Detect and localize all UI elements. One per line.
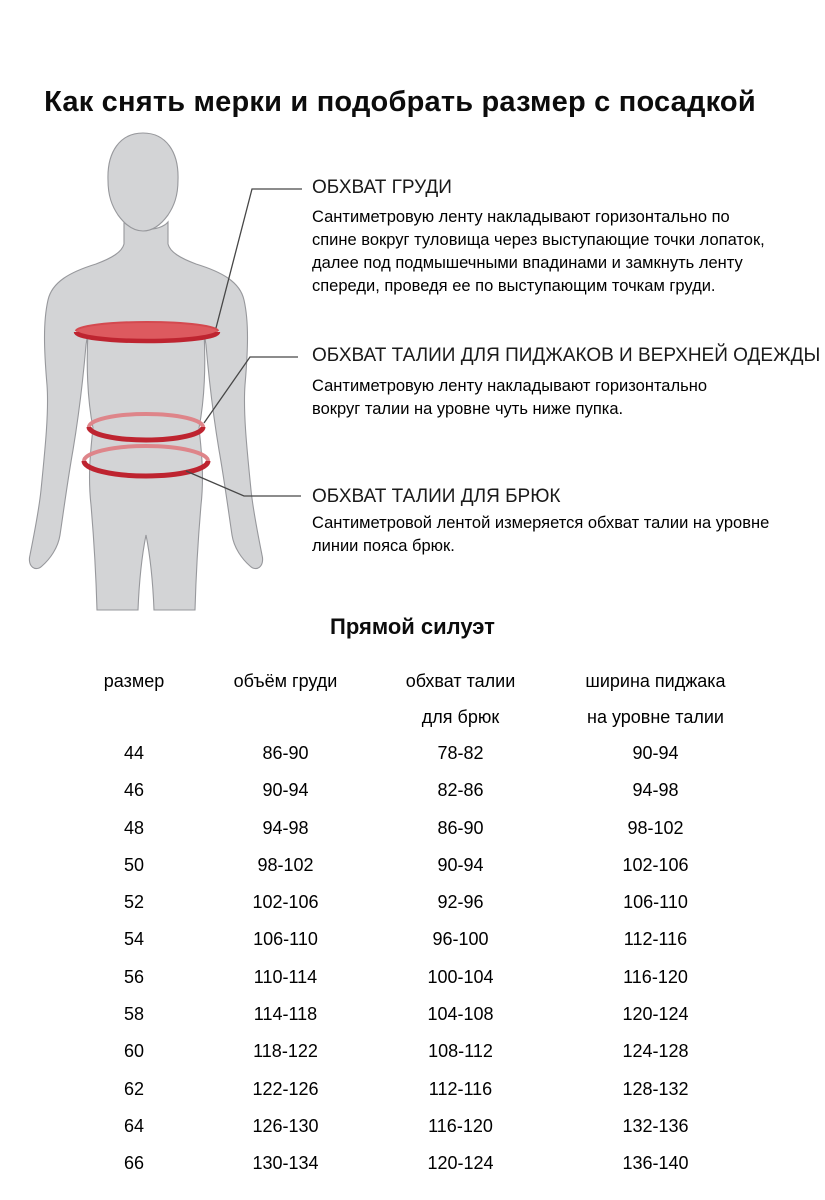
note-waist-jackets	[312, 345, 821, 421]
note-chest-text: Сантиметровую ленту накладывают горизонтально по спине вокруг туловища через выступающие точки лопаток, далее под подмышечными впадинами и замкнуть ленту спереди, проведя ее по выступающим точкам груди.	[312, 208, 765, 295]
table-cell: 66	[123, 1153, 145, 1174]
header-jacket-width-line2: на уровне талии	[587, 707, 724, 727]
table-body	[60, 735, 753, 1183]
measurement-diagram	[0, 130, 330, 612]
table-cell: 130-134	[252, 1153, 319, 1174]
header-size-line2	[60, 699, 208, 735]
header-size	[60, 663, 208, 735]
size-table	[60, 663, 753, 1183]
table-cell: 120-124	[427, 1153, 494, 1174]
table-cell: 48	[123, 817, 145, 838]
table-cell: 56	[123, 966, 145, 987]
table-row	[60, 847, 753, 884]
table-cell: 102-106	[252, 892, 319, 913]
table-cell: 136-140	[622, 1153, 689, 1174]
table-cell: 118-122	[253, 1041, 318, 1062]
table-cell: 94-98	[262, 817, 309, 838]
table-cell: 114-118	[253, 1004, 318, 1025]
male-silhouette-figure	[0, 130, 330, 612]
note-waist-jackets-label: ОБХВАТ ТАЛИИ ДЛЯ ПИДЖАКОВ И ВЕРХНЕЙ ОДЕЖДЫ	[312, 345, 821, 366]
table-cell: 126-130	[252, 1115, 319, 1136]
table-cell: 86-90	[437, 817, 484, 838]
table-cell: 50	[123, 854, 145, 875]
table-cell: 116-120	[623, 966, 688, 987]
table-cell: 100-104	[427, 966, 494, 987]
table-row	[60, 1145, 753, 1182]
table-cell: 128-132	[622, 1078, 689, 1099]
table-cell: 98-102	[627, 817, 684, 838]
header-chest-line2	[208, 699, 363, 735]
header-size-line1: размер	[103, 671, 165, 691]
table-cell: 44	[123, 743, 145, 763]
table-cell: 102-106	[622, 854, 689, 875]
chest-band	[76, 322, 218, 341]
table-cell: 90-94	[437, 854, 484, 875]
header-jacket-width	[558, 663, 753, 735]
table-row	[60, 959, 753, 996]
table-cell: 110-114	[253, 966, 318, 987]
table-row	[60, 921, 753, 958]
table-cell: 122-126	[252, 1078, 319, 1099]
page-title: Как снять мерки и подобрать размер с посадкой	[44, 86, 756, 118]
table-cell: 86-90	[262, 743, 309, 763]
table-cell: 106-110	[253, 929, 318, 950]
table-row	[60, 884, 753, 921]
table-cell: 90-94	[262, 780, 309, 801]
header-waist-trousers	[363, 663, 558, 735]
table-row	[60, 1033, 753, 1070]
table-header-row	[60, 663, 753, 735]
table-cell: 82-86	[437, 780, 484, 801]
table-row	[60, 1108, 753, 1145]
table-cell: 104-108	[427, 1004, 494, 1025]
note-waist-jackets-text: Сантиметровую ленту накладывают горизонтально вокруг талии на уровне чуть ниже пупка.	[312, 377, 708, 418]
note-chest-label: ОБХВАТ ГРУДИ	[312, 177, 452, 198]
table-cell: 112-116	[428, 1078, 493, 1099]
table-cell: 94-98	[632, 780, 679, 801]
table-cell: 54	[123, 929, 145, 950]
table-cell: 92-96	[437, 892, 484, 913]
table-row	[60, 1071, 753, 1108]
table-cell: 120-124	[622, 1004, 689, 1025]
header-chest-line1: объём груди	[233, 671, 338, 691]
note-waist-trousers	[312, 487, 792, 558]
header-chest	[208, 663, 363, 735]
note-waist-trousers-text: Сантиметровой лентой измеряется обхват талии на уровне линии пояса брюк.	[312, 514, 770, 555]
note-waist-trousers-label: ОБХВАТ ТАЛИИ ДЛЯ БРЮК	[312, 486, 561, 507]
table-cell: 108-112	[428, 1041, 493, 1062]
table-cell: 62	[123, 1078, 145, 1099]
table-cell: 106-110	[623, 892, 688, 913]
note-chest	[312, 178, 782, 298]
table-cell: 78-82	[437, 743, 484, 763]
table-cell: 96-100	[432, 929, 489, 950]
table-cell: 112-116	[623, 929, 688, 950]
header-waist-trousers-line2: для брюк	[421, 707, 500, 727]
table-cell: 116-120	[428, 1115, 493, 1136]
header-waist-trousers-line1: обхват талии	[405, 671, 516, 691]
table-cell: 58	[123, 1004, 145, 1025]
table-cell: 98-102	[257, 854, 314, 875]
table-cell: 124-128	[622, 1041, 689, 1062]
table-row	[60, 772, 753, 809]
table-cell: 52	[123, 892, 145, 913]
table-row	[60, 810, 753, 847]
male-silhouette-head	[108, 133, 178, 231]
table-cell: 46	[123, 780, 145, 801]
table-row	[60, 996, 753, 1033]
table-title: Прямой силуэт	[330, 614, 495, 639]
table-cell: 60	[123, 1041, 145, 1062]
table-row	[60, 735, 753, 772]
table-cell: 64	[123, 1115, 145, 1136]
table-cell: 90-94	[632, 743, 679, 763]
table-cell: 132-136	[622, 1115, 689, 1136]
header-jacket-width-line1: ширина пиджака	[585, 671, 726, 691]
